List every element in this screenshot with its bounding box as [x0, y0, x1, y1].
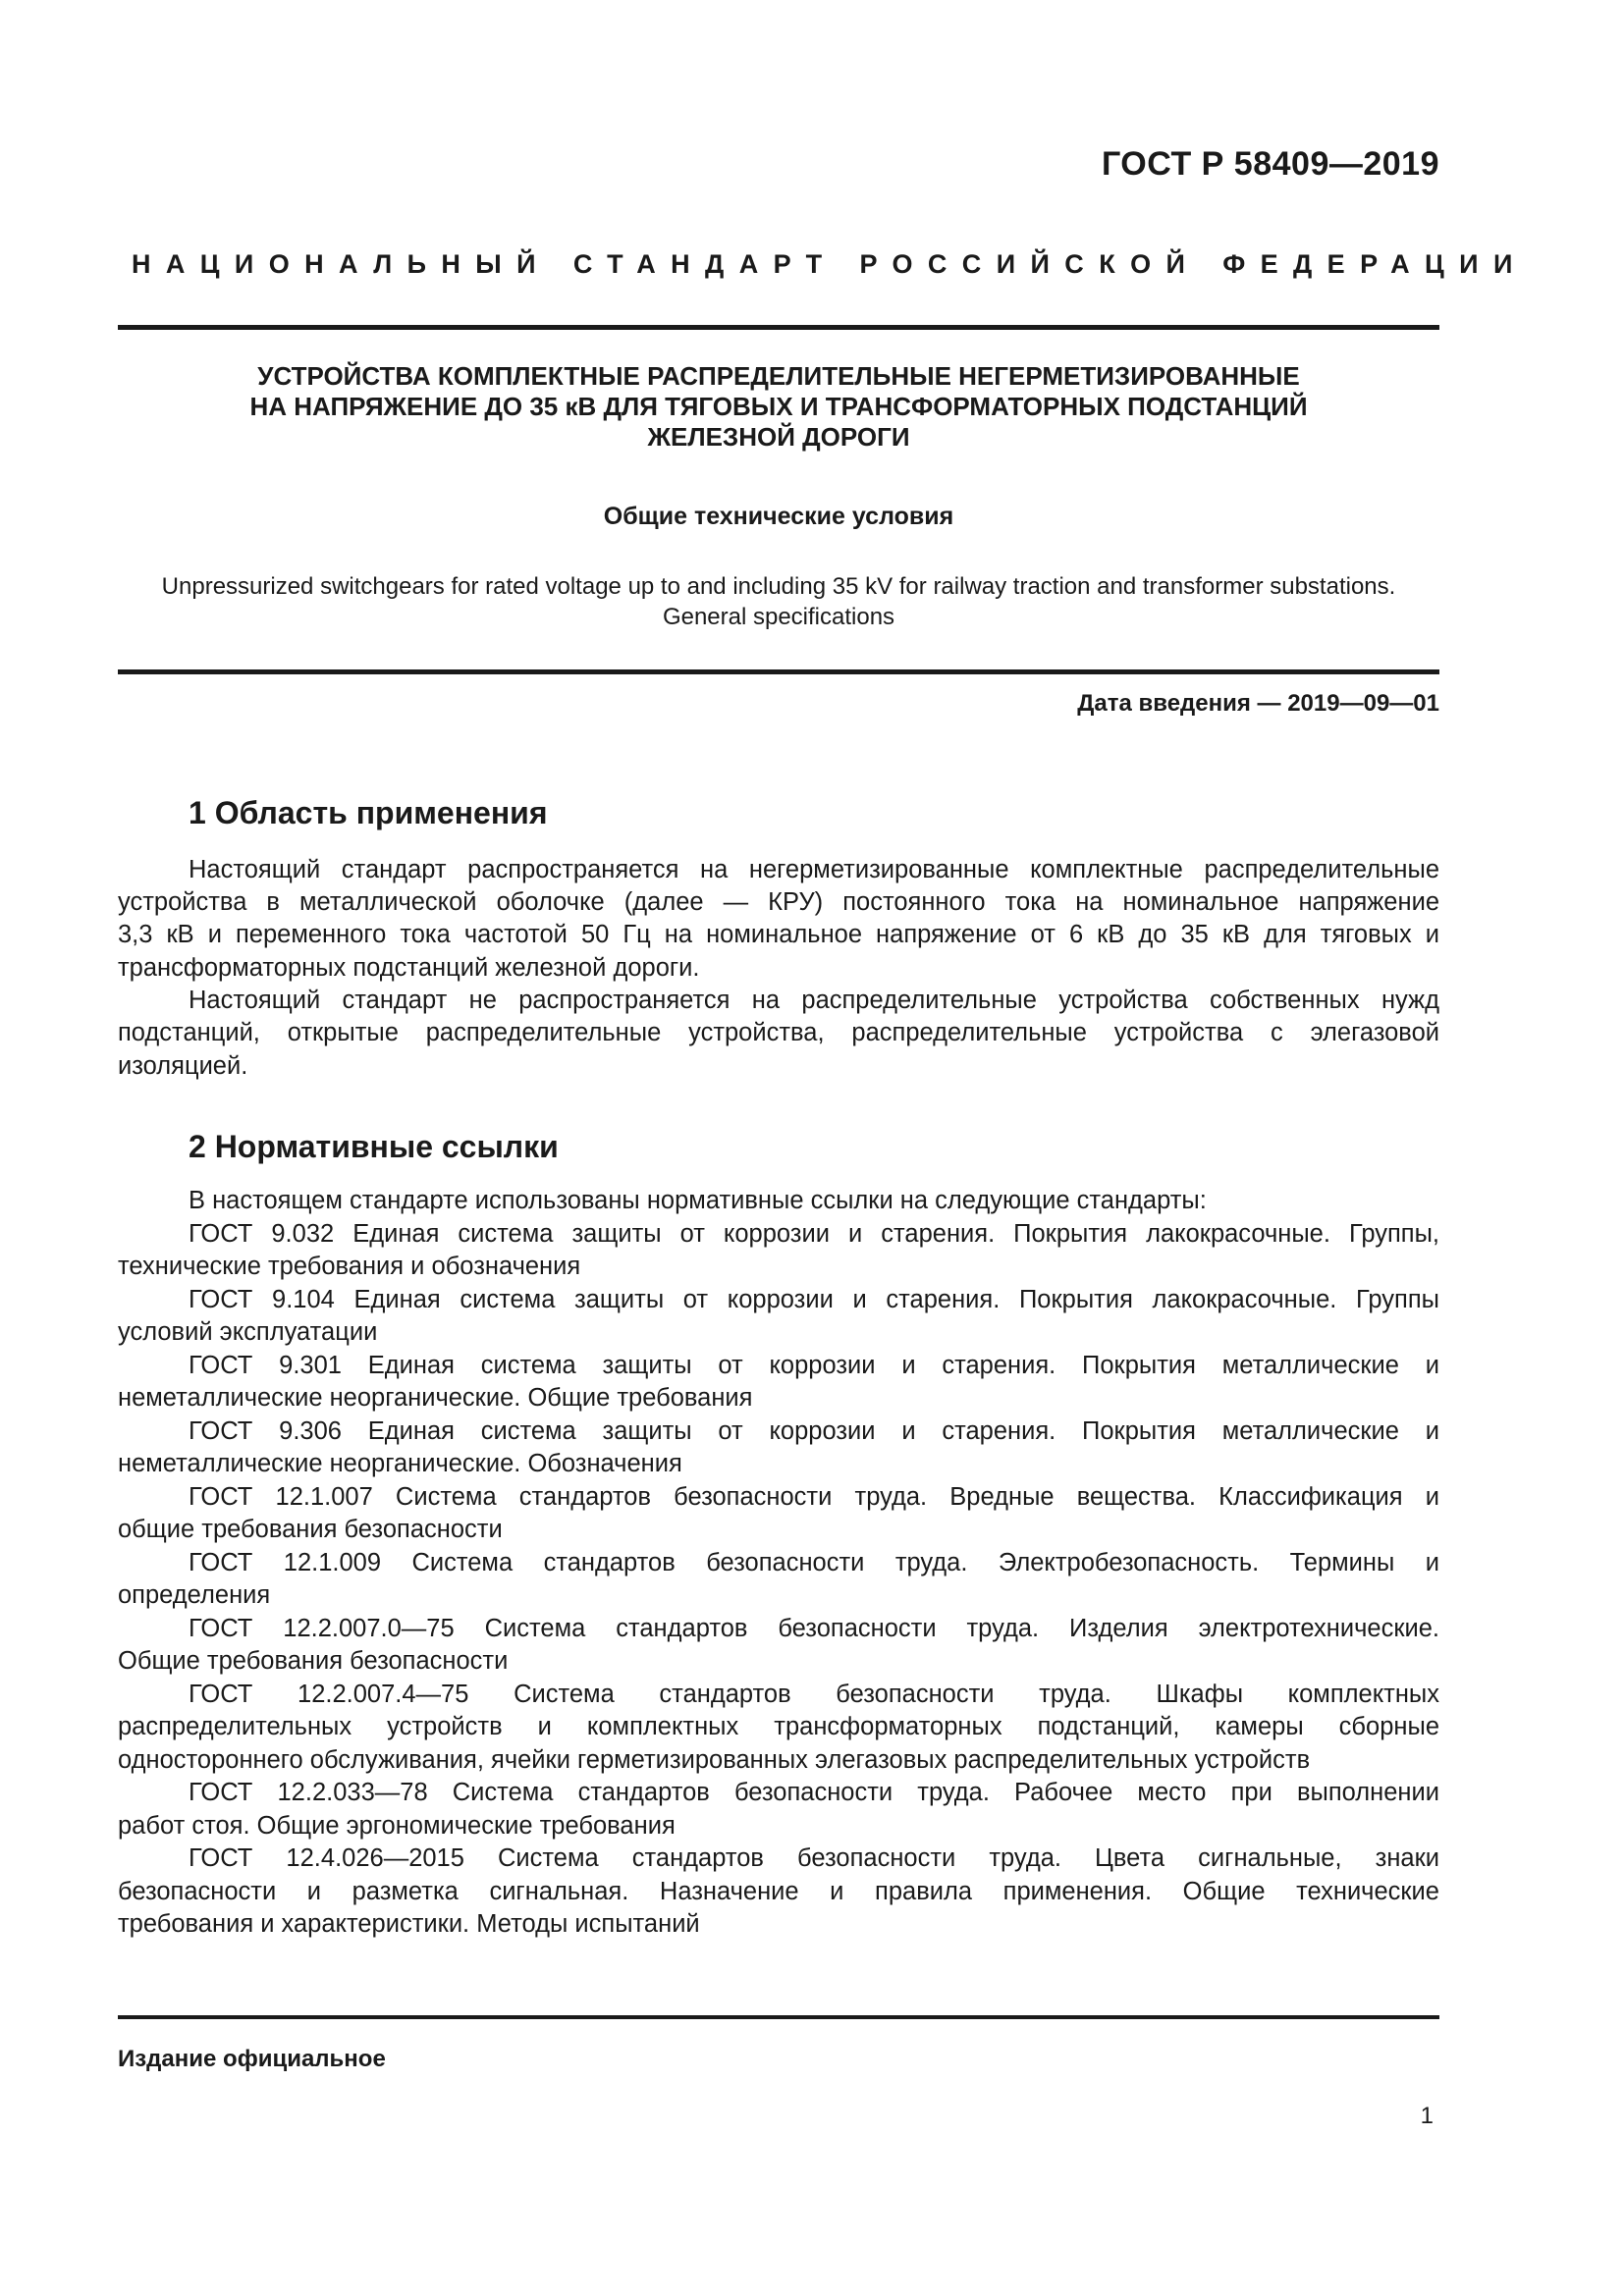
- paragraph-line: Настоящий стандарт распространяется на негерметизированные комплектные распределительные: [189, 856, 1439, 883]
- title-line: ЖЕЛЕЗНОЙ ДОРОГИ: [647, 422, 910, 452]
- reference-line: неметаллические неорганические. Общие требования: [118, 1384, 753, 1412]
- paragraph-line: Настоящий стандарт не распространяется на распределительные устройства собственных нужд: [189, 987, 1439, 1014]
- reference-line: неметаллические неорганические. Обозначения: [118, 1450, 682, 1477]
- reference-line: ГОСТ 12.2.007.4—75 Система стандартов безопасности труда. Шкафы комплектных: [189, 1681, 1439, 1708]
- reference-line: ГОСТ 9.032 Единая система защиты от коррозии и старения. Покрытия лакокрасочные. Группы,: [189, 1220, 1439, 1248]
- reference-line: ГОСТ 12.2.007.0—75 Система стандартов безопасности труда. Изделия электротехнические.: [189, 1615, 1439, 1642]
- document-page: [118, 0, 1528, 2296]
- reference-line: ГОСТ 12.1.009 Система стандартов безопасности труда. Электробезопасность. Термины и: [189, 1549, 1439, 1576]
- reference-line: ГОСТ 9.301 Единая система защиты от коррозии и старения. Покрытия металлические и: [189, 1352, 1439, 1379]
- reference-line: условий эксплуатации: [118, 1318, 378, 1346]
- reference-line: ГОСТ 12.2.033—78 Система стандартов безопасности труда. Рабочее место при выполнении: [189, 1779, 1439, 1806]
- reference-line: Общие требования безопасности: [118, 1647, 509, 1675]
- top-rule: [118, 325, 1439, 330]
- english-title: [118, 571, 1439, 632]
- paragraph-line: устройства в металлической оболочке (далее — КРУ) постоянного тока на номинальное напряжение: [118, 888, 1439, 916]
- paragraph-line: 3,3 кВ и переменного тока частотой 50 Гц на номинальное напряжение от 6 кВ до 35 кВ для тяговых и: [118, 921, 1439, 948]
- reference-line: одностороннего обслуживания, ячейки герметизированных элегазовых распределительных устройств: [118, 1746, 1311, 1774]
- footer-rule: [118, 2015, 1439, 2019]
- paragraph-line: трансформаторных подстанций железной дороги.: [118, 954, 700, 982]
- reference-line: общие требования безопасности: [118, 1516, 503, 1543]
- paragraph-line: подстанций, открытые распределительные устройства, распределительные устройства с элегазовой: [118, 1019, 1439, 1046]
- reference-line: ГОСТ 12.1.007 Система стандартов безопасности труда. Вредные вещества. Классификация и: [189, 1483, 1439, 1511]
- section-1-heading: 1 Область применения: [189, 795, 548, 830]
- paragraph-line: изоляцией.: [118, 1052, 248, 1080]
- standard-code: ГОСТ Р 58409—2019: [1101, 145, 1439, 183]
- title-line: НА НАПРЯЖЕНИЕ ДО 35 кВ ДЛЯ ТЯГОВЫХ И ТРАНСФОРМАТОРНЫХ ПОДСТАНЦИЙ: [249, 392, 1308, 421]
- reference-line: определения: [118, 1581, 271, 1609]
- introduction-date: Дата введения — 2019—09—01: [1077, 690, 1439, 717]
- reference-line: распределительных устройств и комплектных трансформаторных подстанций, камеры сборные: [118, 1713, 1439, 1740]
- reference-line: ГОСТ 12.4.026—2015 Система стандартов безопасности труда. Цвета сигнальные, знаки: [189, 1844, 1439, 1872]
- reference-line: требования и характеристики. Методы испытаний: [118, 1910, 700, 1938]
- reference-line: безопасности и разметка сигнальная. Назначение и правила применения. Общие технические: [118, 1878, 1439, 1905]
- reference-line: ГОСТ 9.104 Единая система защиты от коррозии и старения. Покрытия лакокрасочные. Группы: [189, 1286, 1439, 1313]
- english-title-line: General specifications: [662, 604, 895, 630]
- section-2-heading: 2 Нормативные ссылки: [189, 1129, 559, 1164]
- document-subtitle: Общие технические условия: [603, 503, 954, 530]
- title-line: УСТРОЙСТВА КОМПЛЕКТНЫЕ РАСПРЕДЕЛИТЕЛЬНЫЕ НЕГЕРМЕТИЗИРОВАННЫЕ: [257, 361, 1300, 391]
- page-number: 1: [1420, 2103, 1434, 2129]
- paragraph-line: В настоящем стандарте использованы нормативные ссылки на следующие стандарты:: [189, 1187, 1207, 1214]
- reference-line: технические требования и обозначения: [118, 1253, 581, 1280]
- document-title: [118, 361, 1439, 453]
- english-title-line: Unpressurized switchgears for rated voltage up to and including 35 kV for railway traction and transformer substations.: [161, 573, 1396, 600]
- edition-label: Издание официальное: [118, 2046, 386, 2072]
- reference-line: ГОСТ 9.306 Единая система защиты от коррозии и старения. Покрытия металлические и: [189, 1417, 1439, 1445]
- reference-line: работ стоя. Общие эргономические требования: [118, 1812, 676, 1840]
- national-standard-label: НАЦИОНАЛЬНЫЙ СТАНДАРТ РОССИЙСКОЙ ФЕДЕРАЦИИ: [132, 249, 1528, 279]
- title-rule: [118, 669, 1439, 674]
